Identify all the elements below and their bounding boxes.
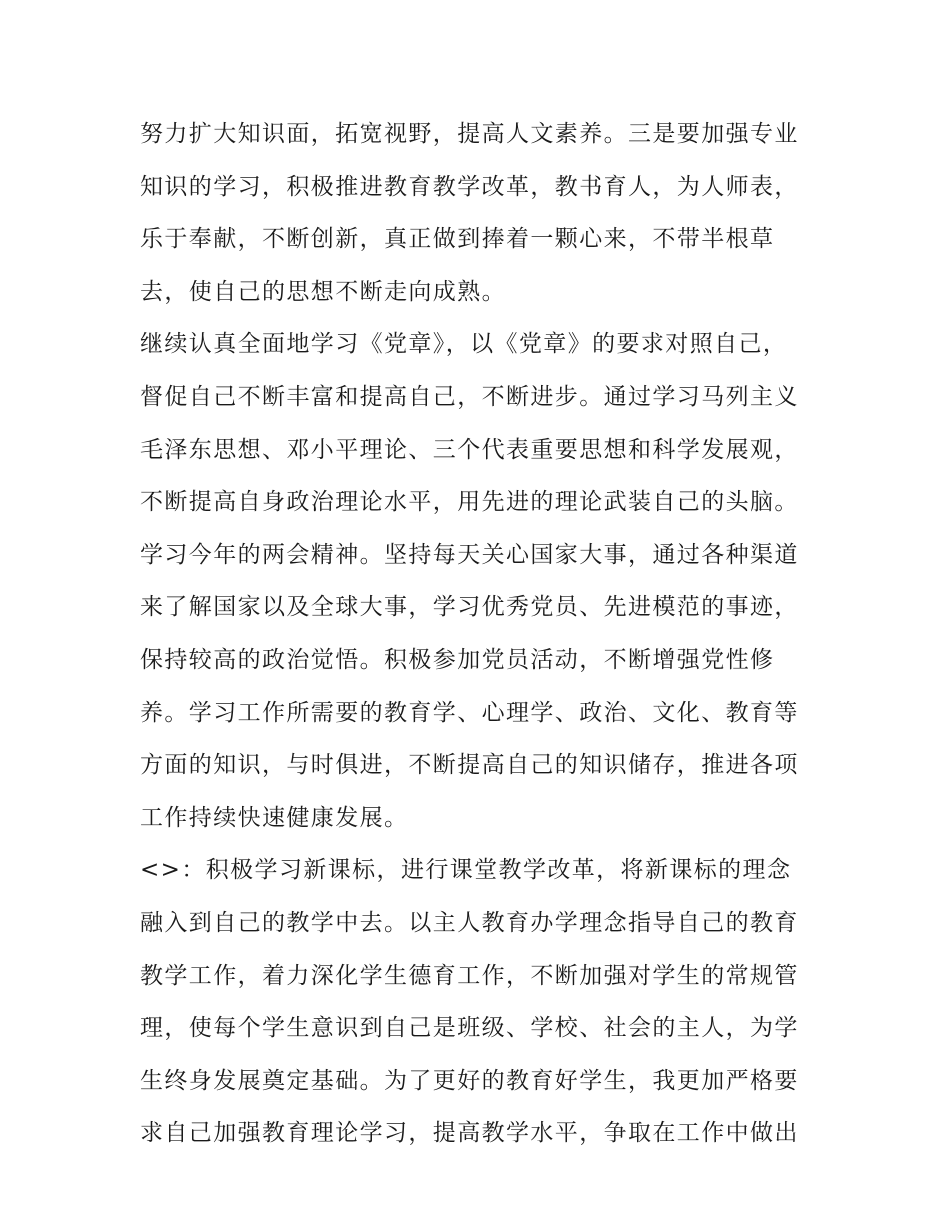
text-line: 不断提高自身政治理论水平，用先进的理论武装自己的头脑。 xyxy=(140,489,799,516)
text-line: 去，使自己的思想不断走向成熟。 xyxy=(140,278,506,305)
body-text xyxy=(140,108,820,1160)
text-line: 养。学习工作所需要的教育学、心理学、政治、文化、教育等 xyxy=(140,699,799,726)
text-line: 求自己加强教育理论学习，提高教学水平，争取在工作中做出 xyxy=(140,1120,799,1147)
text-line: 督促自己不断丰富和提高自己，不断进步。通过学习马列主义 xyxy=(140,383,799,410)
text-line: 工作持续快速健康发展。 xyxy=(140,804,409,831)
text-line: 努力扩大知识面，拓宽视野，提高人文素养。三是要加强专业 xyxy=(140,121,799,147)
text-line: 教学工作，着力深化学生德育工作，不断加强对学生的常规管 xyxy=(140,962,799,989)
text-line: 方面的知识，与时俱进，不断提高自己的知识储存，推进各项 xyxy=(140,752,799,779)
text-line: 保持较高的政治觉悟。积极参加党员活动，不断增强党性修 xyxy=(140,646,775,673)
text-line: 生终身发展奠定基础。为了更好的教育好学生，我更加严格要 xyxy=(140,1067,799,1094)
text-line: 融入到自己的教学中去。以主人教育办学理念指导自己的教育 xyxy=(140,909,799,936)
text-line: 知识的学习，积极推进教育教学改革，教书育人，为人师表， xyxy=(140,173,799,200)
text-line: 乐于奉献，不断创新，真正做到捧着一颗心来，不带半根草 xyxy=(140,226,775,253)
text-line: 继续认真全面地学习《党章》，以《党章》的要求对照自己， xyxy=(140,331,788,358)
text-line: 学习今年的两会精神。坚持每天关心国家大事，通过各种渠道 xyxy=(140,541,799,568)
text-line: 理，使每个学生意识到自己是班级、学校、社会的主人，为学 xyxy=(140,1015,799,1042)
text-line: 毛泽东思想、邓小平理论、三个代表重要思想和科学发展观， xyxy=(140,436,799,463)
text-line: <>：积极学习新课标，进行课堂教学改革，将新课标的理念 xyxy=(140,857,792,884)
text-line: 来了解国家以及全球大事，学习优秀党员、先进模范的事迹， xyxy=(140,594,799,621)
